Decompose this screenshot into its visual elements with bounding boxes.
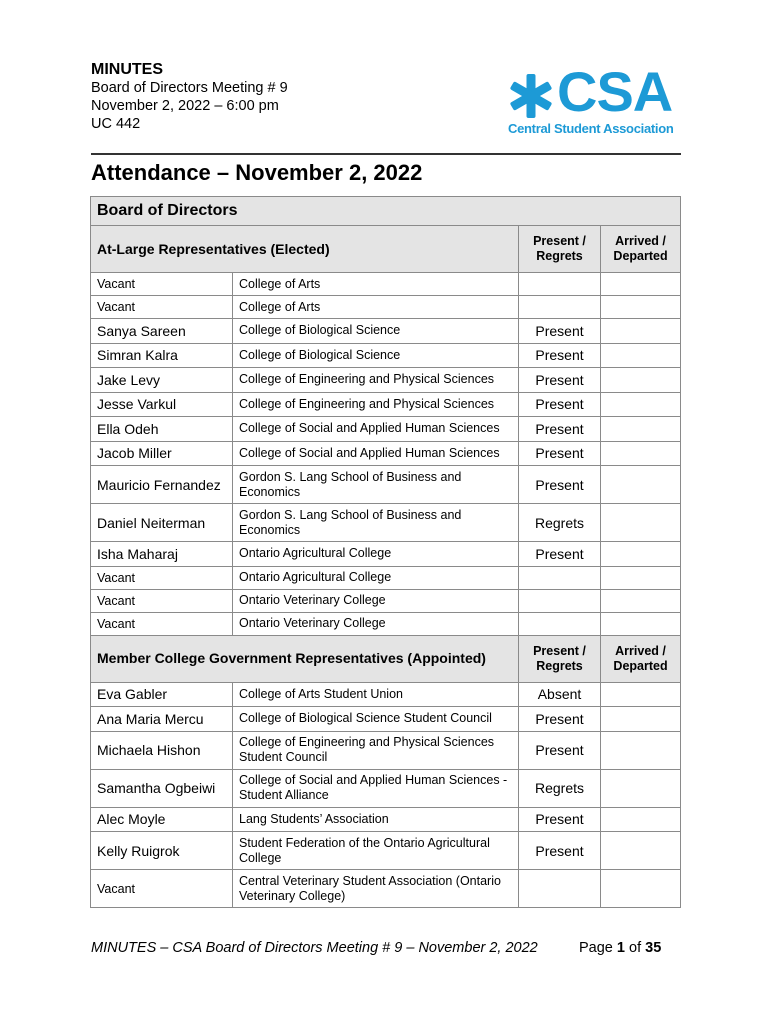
meeting-room: UC 442 [91,116,141,132]
member-college: College of Biological Science [233,319,519,344]
table-row [91,368,681,393]
member-name: Vacant [91,589,233,612]
member-name: Ana Maria Mercu [91,707,233,732]
member-status [519,566,601,589]
footer-text: MINUTES – CSA Board of Directors Meeting # 9 – November 2, 2022 [91,940,538,956]
member-arrived [601,542,681,567]
member-status: Present [519,707,601,732]
attendance-title: Attendance – November 2, 2022 [91,160,423,185]
member-status: Present [519,319,601,344]
member-status [519,273,601,296]
member-name: Simran Kalra [91,343,233,368]
section-title: Member College Government Representatives (Appointed) [91,635,519,682]
table-row [91,612,681,635]
member-college: Ontario Agricultural College [233,566,519,589]
member-name: Jesse Varkul [91,392,233,417]
member-college: Lang Students’ Association [233,807,519,832]
member-college: Central Veterinary Student Association (Ontario Veterinary College) [233,870,519,908]
member-arrived [601,368,681,393]
board-header-row [91,197,681,226]
member-status: Present [519,441,601,466]
member-college: College of Engineering and Physical Sciences Student Council [233,731,519,769]
member-arrived [601,707,681,732]
member-name: Eva Gabler [91,682,233,707]
member-arrived [601,832,681,870]
member-college: College of Engineering and Physical Sciences [233,368,519,393]
logo-subtitle: Central Student Association [508,121,674,136]
member-college: Ontario Agricultural College [233,542,519,567]
attendance-table [90,196,681,908]
member-arrived [601,807,681,832]
member-name: Vacant [91,566,233,589]
member-status: Present [519,466,601,504]
column-header-status: Present / Regrets [519,635,601,682]
member-college: College of Engineering and Physical Sciences [233,392,519,417]
member-arrived [601,504,681,542]
table-row [91,441,681,466]
table-row [91,273,681,296]
minutes-label: MINUTES [91,61,163,78]
member-name: Isha Maharaj [91,542,233,567]
member-college: College of Arts [233,273,519,296]
table-row [91,707,681,732]
member-status: Present [519,542,601,567]
member-arrived [601,682,681,707]
member-name: Vacant [91,296,233,319]
member-arrived [601,296,681,319]
section-header-row [91,226,681,273]
member-name: Michaela Hishon [91,731,233,769]
member-name: Kelly Ruigrok [91,832,233,870]
member-name: Samantha Ogbeiwi [91,769,233,807]
page-footer [91,940,662,956]
asterisk-star-icon [508,73,554,119]
document-header [91,60,288,133]
member-arrived [601,769,681,807]
member-college: College of Social and Applied Human Sciences [233,441,519,466]
board-label: Board of Directors [91,197,681,226]
member-status [519,612,601,635]
member-college: Student Federation of the Ontario Agricultural College [233,832,519,870]
member-status: Present [519,343,601,368]
member-status: Present [519,807,601,832]
table-row [91,769,681,807]
member-college: Gordon S. Lang School of Business and Economics [233,504,519,542]
member-status: Regrets [519,769,601,807]
member-name: Ella Odeh [91,417,233,442]
page-total: 35 [645,940,662,956]
csa-logo [505,60,674,140]
member-arrived [601,566,681,589]
logo-letters: CSA [557,60,673,123]
member-college: College of Social and Applied Human Sciences [233,417,519,442]
table-row [91,392,681,417]
member-status: Present [519,392,601,417]
member-arrived [601,870,681,908]
section-title: At-Large Representatives (Elected) [91,226,519,273]
meeting-datetime: November 2, 2022 – 6:00 pm [91,98,279,114]
member-arrived [601,319,681,344]
table-row [91,319,681,344]
member-college: Ontario Veterinary College [233,612,519,635]
table-row [91,504,681,542]
table-row [91,589,681,612]
member-name: Jake Levy [91,368,233,393]
table-row [91,466,681,504]
table-row [91,566,681,589]
page-current: 1 [616,940,625,956]
member-arrived [601,466,681,504]
member-college: College of Biological Science [233,343,519,368]
page-of: of [629,940,642,956]
member-arrived [601,273,681,296]
member-status [519,296,601,319]
member-status: Present [519,368,601,393]
member-name: Daniel Neiterman [91,504,233,542]
member-college: College of Social and Applied Human Sciences - Student Alliance [233,769,519,807]
member-college: College of Arts Student Union [233,682,519,707]
member-name: Vacant [91,273,233,296]
member-arrived [601,612,681,635]
member-name: Vacant [91,612,233,635]
header-divider [91,153,681,155]
member-college: College of Arts [233,296,519,319]
member-arrived [601,589,681,612]
table-row [91,870,681,908]
member-name: Jacob Miller [91,441,233,466]
member-college: Ontario Veterinary College [233,589,519,612]
table-row [91,832,681,870]
table-row [91,807,681,832]
section-header-row [91,635,681,682]
member-name: Vacant [91,870,233,908]
member-status [519,870,601,908]
member-arrived [601,417,681,442]
table-row [91,682,681,707]
meeting-name: Board of Directors Meeting # 9 [91,80,288,96]
member-name: Alec Moyle [91,807,233,832]
table-row [91,296,681,319]
member-status: Present [519,417,601,442]
member-college: Gordon S. Lang School of Business and Economics [233,466,519,504]
member-status: Present [519,731,601,769]
member-status: Absent [519,682,601,707]
member-arrived [601,441,681,466]
page-number [579,940,661,956]
member-arrived [601,392,681,417]
member-college: College of Biological Science Student Council [233,707,519,732]
column-header-status: Present / Regrets [519,226,601,273]
table-row [91,417,681,442]
member-status [519,589,601,612]
page-word: Page [579,940,613,956]
table-row [91,731,681,769]
member-arrived [601,343,681,368]
member-name: Mauricio Fernandez [91,466,233,504]
column-header-arrived: Arrived / Departed [601,226,681,273]
member-name: Sanya Sareen [91,319,233,344]
table-row [91,542,681,567]
column-header-arrived: Arrived / Departed [601,635,681,682]
member-status: Present [519,832,601,870]
member-status: Regrets [519,504,601,542]
member-arrived [601,731,681,769]
table-row [91,343,681,368]
